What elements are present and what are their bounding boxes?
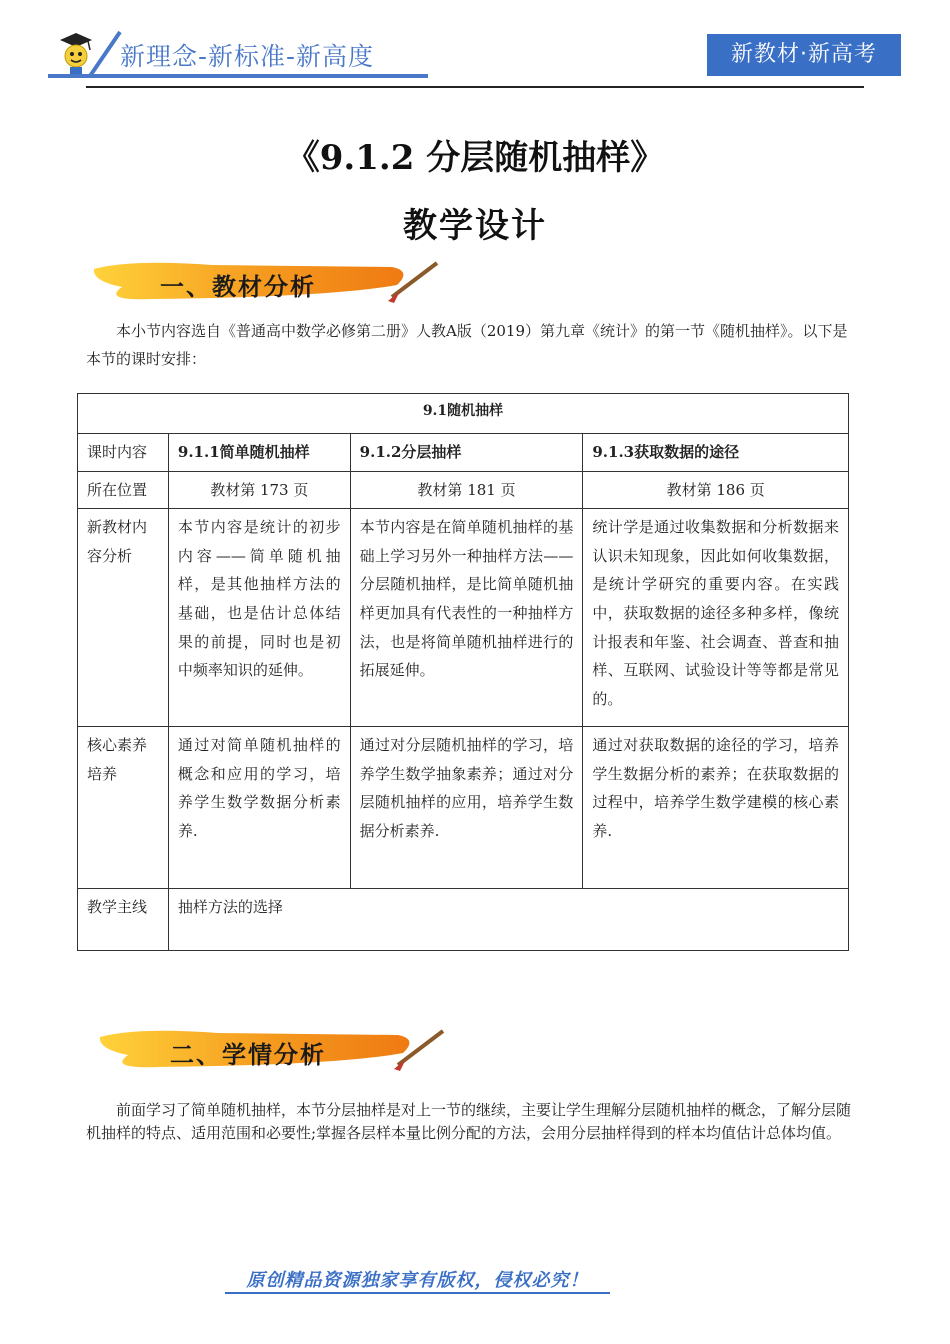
section-heading: 二、学情分析 — [170, 1041, 326, 1069]
table-cell: 教材第 181 页 — [350, 471, 583, 509]
row-label: 教学主线 — [78, 889, 169, 951]
table-cell: 教材第 186 页 — [583, 471, 849, 509]
header-brand-badge: 新教材·新高考 — [707, 34, 901, 76]
section-banner-textbook-analysis — [92, 257, 452, 307]
table-row — [78, 471, 849, 509]
footer-underline — [225, 1292, 610, 1294]
table-cell: 9.1.3获取数据的途径 — [583, 434, 849, 472]
table-row — [78, 434, 849, 472]
copyright-footer: 原创精品资源独家享有版权，侵权必究！ — [246, 1270, 589, 1291]
table-row — [78, 727, 849, 889]
header-slogan: 新理念-新标准-新高度 — [120, 42, 375, 71]
student-analysis-paragraph: 前面学习了简单随机抽样，本节分层抽样是对上一节的继续，主要让学生理解分层随机抽样的概念，了解分层随机抽样的特点、适用范围和必要性;掌握各层样本量比例分配的方法，会用分层抽样得到的样本均值估计总体均值。 — [86, 1101, 852, 1142]
lesson-plan-table — [77, 393, 849, 951]
row-label: 核心素养培养 — [78, 727, 169, 889]
section-heading: 一、教材分析 — [160, 273, 316, 301]
textbook-analysis-paragraph: 本小节内容选自《普通高中数学必修第二册》人教A版（2019）第九章《统计》的第一节《随机抽样》。以下是本节的课时安排： — [86, 322, 848, 368]
page-header — [0, 0, 950, 95]
table-cell: 通过对获取数据的途径的学习，培养学生数据分析的素养；在获取数据的过程中，培养学生数学建模的核心素养. — [583, 727, 849, 889]
document-subtitle: 教学设计 — [403, 206, 547, 246]
table-cell: 9.1.1简单随机抽样 — [168, 434, 350, 472]
section-banner-student-analysis — [98, 1025, 458, 1075]
table-cell: 本节内容是统计的初步内容——简单随机抽样，是其他抽样方法的基础，也是估计总体结果的前提，同时也是初中频率知识的延伸。 — [168, 509, 350, 727]
slogan-underline — [48, 74, 428, 78]
table-cell: 9.1.2分层抽样 — [350, 434, 583, 472]
table-cell: 教材第 173 页 — [168, 471, 350, 509]
table-cell: 本节内容是在简单随机抽样的基础上学习另外一种抽样方法——分层随机抽样，是比简单随机抽样更加具有代表性的一种抽样方法，也是将简单随机抽样进行的拓展延伸。 — [350, 509, 583, 727]
table-cell: 抽样方法的选择 — [168, 889, 848, 951]
table-cell: 通过对简单随机抽样的概念和应用的学习，培养学生数学数据分析素养. — [168, 727, 350, 889]
table-cell: 统计学是通过收集数据和分析数据来认识未知现象，因此如何收集数据，是统计学研究的重要内容。在实践中，获取数据的途径多种多样，像统计报表和年鉴、社会调查、普查和抽样、互联网、试验设计等等都是常见的。 — [583, 509, 849, 727]
document-title: 《9.1.2 分层随机抽样》 — [285, 138, 665, 178]
row-label: 新教材内容分析 — [78, 509, 169, 727]
table-row — [78, 509, 849, 727]
table-row — [78, 889, 849, 951]
table-cell: 通过对分层随机抽样的学习，培养学生数学抽象素养；通过对分层随机抽样的应用，培养学生数据分析素养. — [350, 727, 583, 889]
row-label: 课时内容 — [78, 434, 169, 472]
row-label: 所在位置 — [78, 471, 169, 509]
table-caption: 9.1随机抽样 — [78, 394, 849, 434]
header-rule — [86, 86, 864, 88]
